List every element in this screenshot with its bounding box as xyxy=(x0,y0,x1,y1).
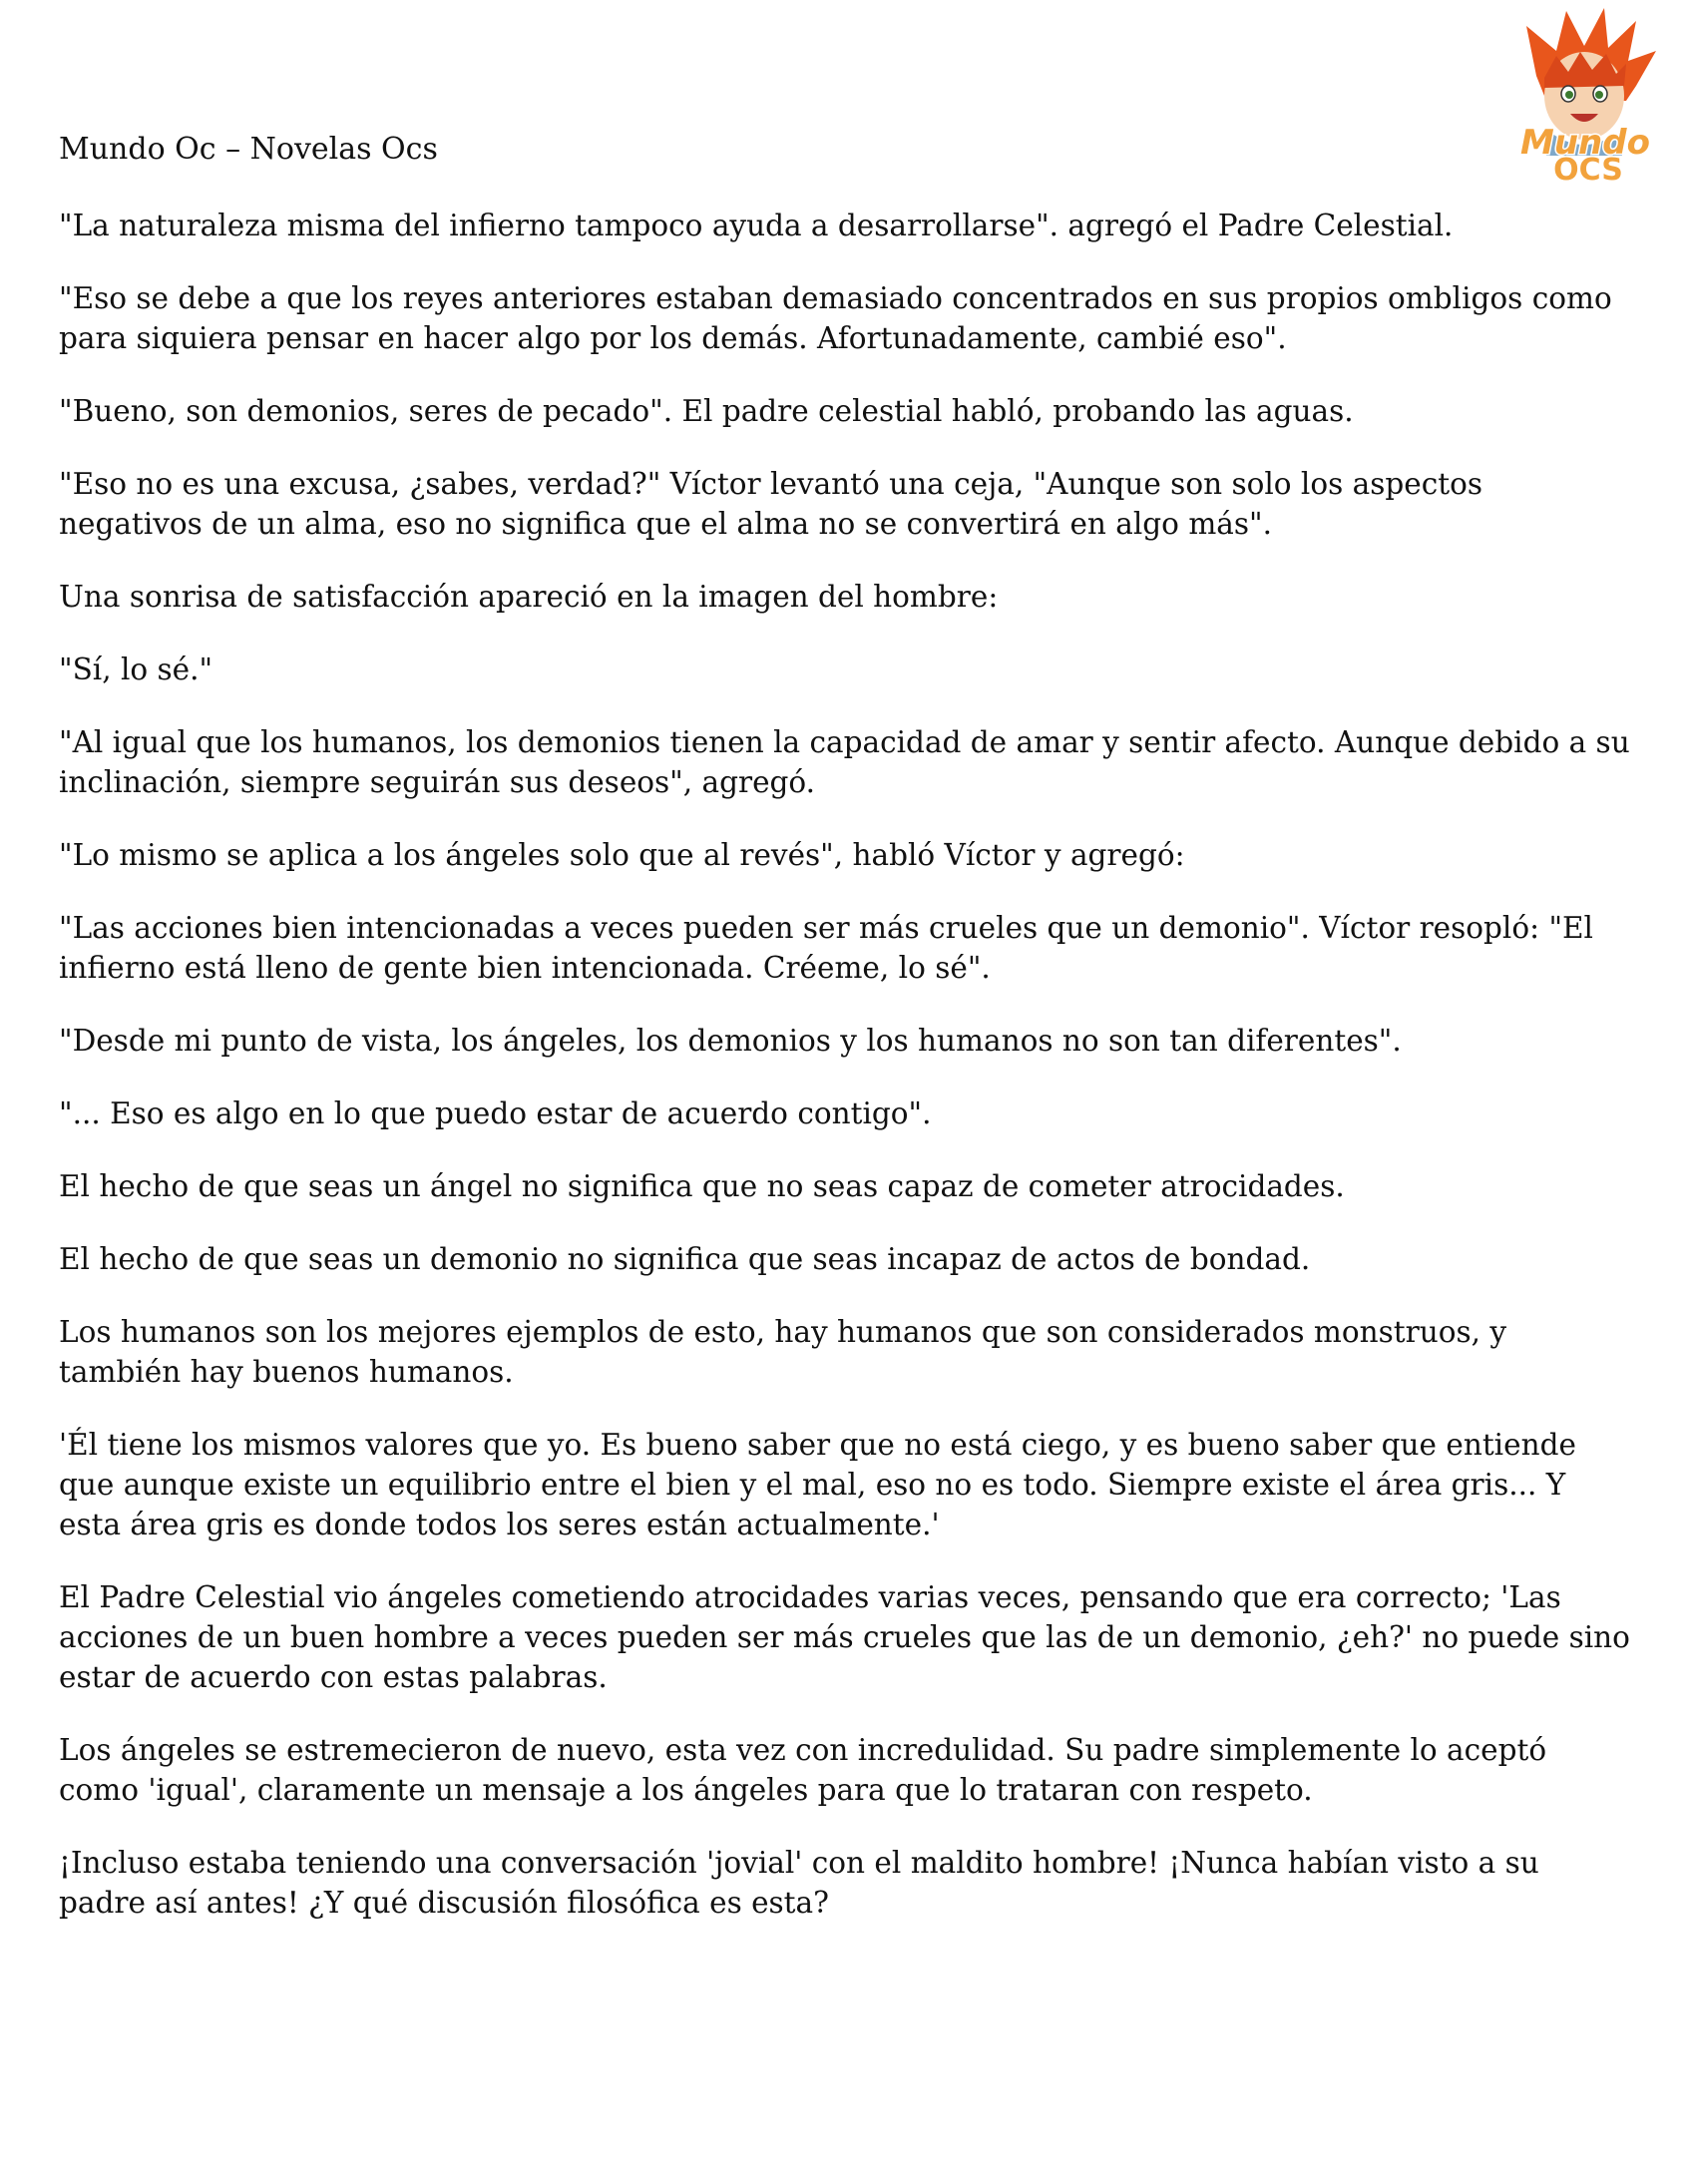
paragraph: Los humanos son los mejores ejemplos de esto, hay humanos que son considerados monstruos, y también hay buenos humanos. xyxy=(59,1315,1507,1389)
body-text xyxy=(59,206,1635,1956)
paragraph: Los ángeles se estremecieron de nuevo, esta vez con incredulidad. Su padre simplemente lo aceptó como 'igual', claramente un mensaje a los ángeles para que lo trataran con respeto. xyxy=(59,1733,1547,1807)
paragraph: El hecho de que seas un demonio no significa que seas incapaz de actos de bondad. xyxy=(59,1242,1311,1276)
paragraph: El Padre Celestial vio ángeles cometiendo atrocidades varias veces, pensando que era correcto; 'Las acciones de un buen hombre a veces pueden ser más crueles que las de un demonio, ¿eh?' no puede sino estar de acuerdo con estas palabras. xyxy=(59,1580,1630,1694)
mundo-ocs-logo xyxy=(1496,6,1674,184)
paragraph: "Bueno, son demonios, seres de pecado". El padre celestial habló, probando las aguas. xyxy=(59,394,1354,428)
logo-text-line1: Mundo xyxy=(1520,123,1650,163)
paragraph: "Desde mi punto de vista, los ángeles, los demonios y los humanos no son tan diferentes". xyxy=(59,1024,1402,1058)
paragraph: "Eso se debe a que los reyes anteriores estaban demasiado concentrados en sus propios ombligos como para siquiera pensar en hacer algo por los demás. Afortunadamente, cambié eso". xyxy=(59,281,1612,355)
paragraph: "Sí, lo sé." xyxy=(59,653,213,686)
paragraph: "... Eso es algo en lo que puedo estar de acuerdo contigo". xyxy=(59,1096,932,1130)
paragraph: "Las acciones bien intencionadas a veces pueden ser más crueles que un demonio". Víctor resopló: "El infierno está lleno de gente bien intencionada. Créeme, lo sé". xyxy=(59,911,1593,985)
page-header: Mundo Oc – Novelas Ocs xyxy=(59,132,438,167)
paragraph: "Lo mismo se aplica a los ángeles solo que al revés", habló Víctor y agregó: xyxy=(59,838,1185,872)
paragraph: "Al igual que los humanos, los demonios tienen la capacidad de amar y sentir afecto. Aunque debido a su inclinación, siempre seguirán sus deseos", agregó. xyxy=(59,725,1630,799)
paragraph: 'Él tiene los mismos valores que yo. Es bueno saber que no está ciego, y es bueno saber que entiende que aunque existe un equilibrio entre el bien y el mal, eso no es todo. Siempre existe el área gris... Y esta área gris es donde todos los seres están actualmente.' xyxy=(59,1428,1576,1541)
paragraph: "La naturaleza misma del infierno tampoco ayuda a desarrollarse". agregó el Padre Celestial. xyxy=(59,209,1454,242)
paragraph: El hecho de que seas un ángel no significa que no seas capaz de cometer atrocidades. xyxy=(59,1169,1345,1203)
paragraph: "Eso no es una excusa, ¿sabes, verdad?" Víctor levantó una ceja, "Aunque son solo los aspectos negativos de un alma, eso no significa que el alma no se convertirá en algo más". xyxy=(59,467,1482,541)
logo-text-line2: OCS xyxy=(1553,153,1623,184)
paragraph: ¡Incluso estaba teniendo una conversación 'jovial' con el maldito hombre! ¡Nunca habían visto a su padre así antes! ¿Y qué discusión filosófica es esta? xyxy=(59,1846,1539,1920)
paragraph: Una sonrisa de satisfacción apareció en la imagen del hombre: xyxy=(59,580,999,614)
